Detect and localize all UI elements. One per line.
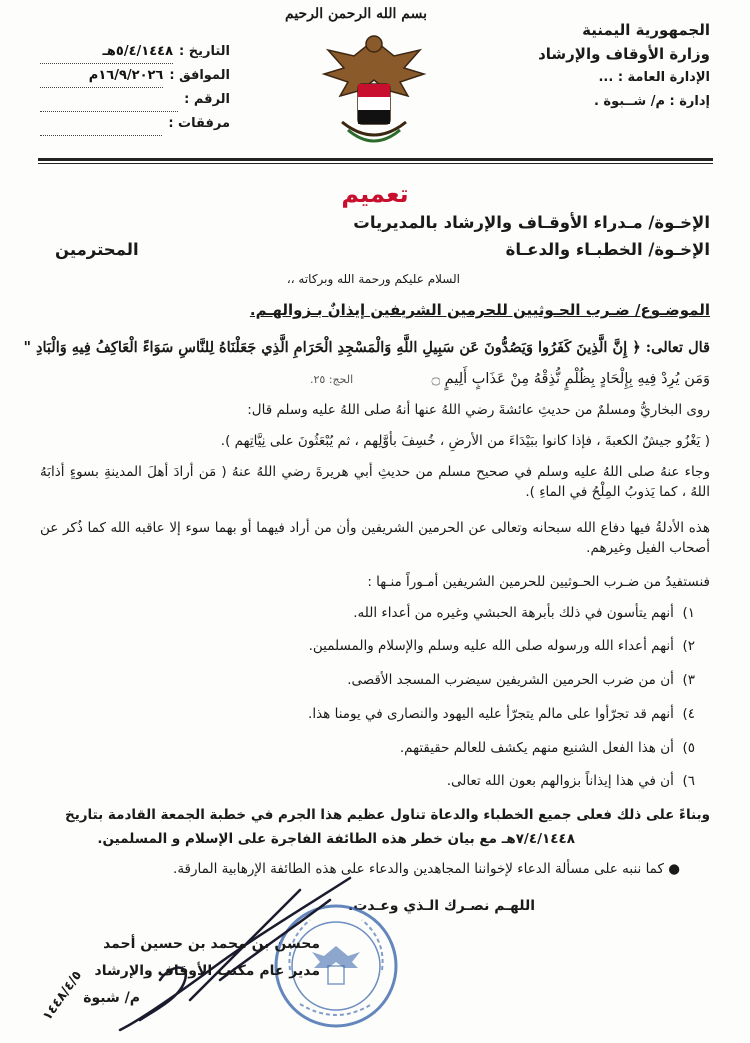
signatory-name: محسن بن محمد بن حسين أحمد	[103, 936, 320, 952]
header-divider	[38, 158, 713, 161]
list-item-6	[447, 773, 695, 789]
header-divider-thin	[38, 163, 713, 164]
list-item-number: ١)	[682, 605, 695, 621]
list-item-number: ٥)	[682, 740, 695, 756]
list-item-number: ٦)	[682, 773, 695, 789]
handwritten-signature-icon	[100, 870, 360, 1040]
attachments-label: مرفقات :	[168, 116, 230, 131]
date-hijri: ٥/٤/١٤٤٨هـ	[40, 40, 173, 64]
closing-line-1: وبناءً على ذلك فعلى جميع الخطباء والدعاة تناول عظيم هذا الجرم في خطبة الجمعة القادمة بتاريخ	[64, 807, 710, 823]
list-item-3	[347, 672, 695, 688]
basmala-calligraphy: بسم الله الرحمن الرحيم	[285, 6, 427, 22]
list-item-text: أن من ضرب الحرمين الشريفين سيضرب المسجد الأقصى.	[347, 672, 674, 688]
addressee-line-2: الإخـوة/ الخطبـاء والدعـاة	[505, 240, 710, 259]
ministry-name: وزارة الأوقاف والإرشاد	[538, 45, 710, 63]
number-row	[40, 88, 230, 112]
yemen-eagle-emblem-icon	[318, 22, 430, 154]
corresponding-label: الموافق :	[169, 68, 230, 83]
quran-verse-line-2: وَمَن يُرِدْ فِيهِ بِإِلْحَادٍ بِظُلْمٍ نُّذِقْهُ مِنْ عَذَابٍ أَلِيمٍ ۝	[431, 371, 710, 387]
list-item-text: أنهم أعداء الله ورسوله صلى الله عليه وسلم والإسلام والمسلمين.	[308, 638, 674, 654]
quran-verse-line-1: قال تعالى: ﴿ إِنَّ الَّذِينَ كَفَرُوا وَيَصُدُّونَ عَن سَبِيلِ اللَّهِ وَالْمَسْجِدِ الْحَرَامِ الَّذِي جَعَلْنَاهُ لِلنَّاسِ سَوَاءً الْعَاكِفُ فِيهِ وَالْبَادِ "	[23, 339, 710, 356]
subject-line: الموضـوع/ ضـرب الحـوثيين للحرمين الشريفين إيذانٌ بـزوالهـم.	[249, 301, 710, 319]
list-item-4	[308, 706, 695, 722]
date-label: التاريخ :	[179, 44, 230, 59]
attachments-value	[40, 112, 162, 136]
closing-note: ● كما ننبه على مسألة الدعاء لإخواننا المجاهدين والدعاء على هذه الطائفة الإرهابية المارقة.	[173, 861, 680, 877]
closing-note-text: كما ننبه على مسألة الدعاء لإخواننا المجاهدين والدعاء على هذه الطائفة الإرهابية المارقة.	[173, 861, 664, 877]
number-label: الرقم :	[184, 92, 230, 107]
list-item-2	[309, 638, 695, 654]
circular-title: تعميم	[341, 180, 409, 208]
addressee-honorific: المحترمين	[55, 240, 139, 259]
list-item-text: أنهم يتأسون في ذلك بأبرهة الحبشي وغيره من أعداء الله.	[353, 605, 674, 621]
list-item-number: ٢)	[682, 638, 695, 654]
greeting: السلام عليكم ورحمة الله وبركاته ،،	[286, 272, 460, 286]
list-item-text: أن هذا الفعل الشنيع منهم يكشف للعالم حقيقتهم.	[399, 740, 674, 756]
general-administration: الإدارة العامة : ...	[598, 70, 710, 85]
date-row	[40, 40, 230, 64]
quran-reference: الحج: ٢٥.	[310, 373, 354, 386]
issuer-block	[510, 18, 710, 114]
reference-block	[40, 40, 230, 136]
country-name: الجمهورية اليمنية	[582, 21, 710, 39]
office-name: إدارة : م/ شــبوة .	[593, 94, 710, 109]
lessons-intro: فنستفيدُ من ضـرب الحـوثيين للحرمين الشريفين أمـوراً منـها :	[367, 574, 710, 590]
closing-line-2: ٧/٤/١٤٤٨هـ مع بيان خطر هذه الطائفة الفاجرة على الإسلام و المسلمين.	[97, 831, 575, 847]
hadith-intro: روى البخاريُّ ومسلمٌ من حديثِ عائشةَ رضي اللهُ عنها أنهُ صلى اللهُ عليه وسلم قال:	[247, 402, 710, 418]
corresponding-date-row	[40, 64, 230, 88]
list-item-number: ٤)	[682, 706, 695, 722]
hadith-1: ( يَغْزُو جيشٌ الكعبةَ ، فإذا كانوا ببَيْدَاءَ من الأرضِ ، خُسِفَ بأوَّلِهم ، ثم يُبْعَثُونَ على نِيَّاتِهم ).	[220, 433, 710, 449]
closing-prayer: اللهـم نصـرك الـذي وعـدت.	[347, 898, 535, 914]
date-gregorian: ١٦/٩/٢٠٢٦م	[40, 64, 163, 88]
list-item-5	[400, 740, 695, 756]
hadith-2: وجاء عنهُ صلى اللهُ عليه وسلم في صحيح مسلم من حديثِ أبي هريرةَ رضي اللهُ عنهُ ( مَن أرادَ أهلَ المدينةِ بسوءٍ أذابَهُ اللهُ ، كما يَذوبُ المِلْحُ في الماءِ ).	[40, 464, 710, 500]
number-value	[40, 88, 178, 112]
addressee-line-1: الإخـوة/ مـدراء الأوقـاف والإرشاد بالمديريات	[353, 213, 710, 232]
list-item-number: ٣)	[682, 672, 695, 688]
signatory-title: مدير عام مكتب الأوقاف والإرشاد	[94, 963, 320, 979]
handwritten-date: ١٤٤٨/٤/٥	[40, 968, 86, 1024]
list-item-1	[353, 605, 695, 621]
list-item-text: أن في هذا إيذاناً بزوالهم بعون الله تعالى.	[446, 773, 674, 789]
signatory-office: م/ شبوة	[83, 990, 140, 1006]
evidence-paragraph: هذه الأدلةُ فيها دفاع الله سبحانه وتعالى عن الحرمين الشريفين وأن من أراد فيهما أو بهما سوء إلا عاقبه الله كما ذُكر عن أصحاب الفيل وغيرهم.	[40, 520, 710, 556]
attachments-row	[40, 112, 230, 136]
list-item-text: أنهم قد تجرّأوا على مالم يتجرّأ عليه اليهود والنصارى في يومنا هذا.	[308, 706, 674, 722]
